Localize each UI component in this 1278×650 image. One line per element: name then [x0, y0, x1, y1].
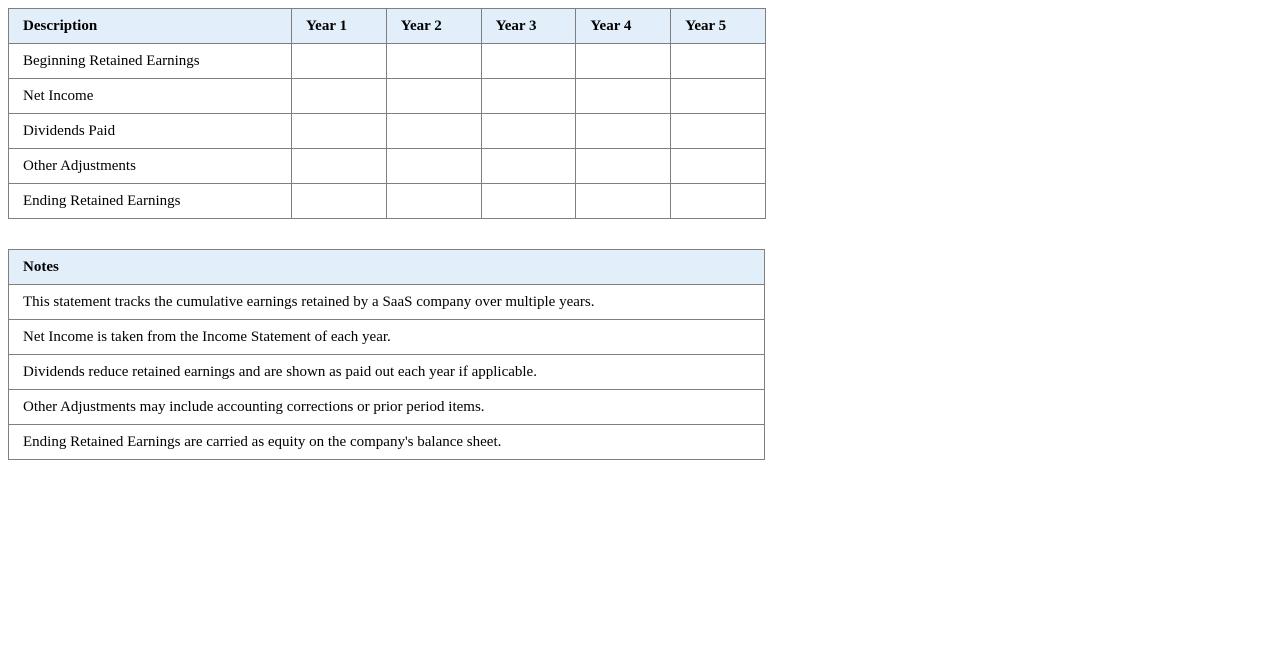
table-cell — [292, 149, 387, 184]
table-cell — [481, 149, 576, 184]
table-cell — [386, 149, 481, 184]
row-label-ending-retained-earnings: Ending Retained Earnings — [9, 184, 292, 219]
table-cell — [671, 114, 766, 149]
table-cell — [576, 114, 671, 149]
note-text: Dividends reduce retained earnings and are shown as paid out each year if applicable. — [9, 355, 765, 390]
document-body — [8, 8, 765, 460]
table-row — [9, 149, 766, 184]
row-label-other-adjustments: Other Adjustments — [9, 149, 292, 184]
table-cell — [386, 114, 481, 149]
column-header-description: Description — [9, 9, 292, 44]
table-header-row — [9, 9, 766, 44]
list-item — [9, 320, 765, 355]
table-cell — [481, 44, 576, 79]
table-cell — [481, 184, 576, 219]
table-row — [9, 79, 766, 114]
note-text: Net Income is taken from the Income Statement of each year. — [9, 320, 765, 355]
list-item — [9, 425, 765, 460]
notes-header-row — [9, 250, 765, 285]
table-cell — [386, 184, 481, 219]
table-cell — [386, 79, 481, 114]
table-cell — [386, 44, 481, 79]
list-item — [9, 390, 765, 425]
table-cell — [576, 44, 671, 79]
table-cell — [481, 114, 576, 149]
notes-header: Notes — [9, 250, 765, 285]
table-cell — [671, 44, 766, 79]
table-spacer — [8, 219, 765, 249]
row-label-beginning-retained-earnings: Beginning Retained Earnings — [9, 44, 292, 79]
column-header-year-2: Year 2 — [386, 9, 481, 44]
table-cell — [292, 44, 387, 79]
note-text: This statement tracks the cumulative earnings retained by a SaaS company over multiple years. — [9, 285, 765, 320]
table-cell — [292, 79, 387, 114]
table-cell — [671, 184, 766, 219]
note-text: Other Adjustments may include accounting corrections or prior period items. — [9, 390, 765, 425]
table-cell — [671, 149, 766, 184]
table-row — [9, 114, 766, 149]
table-cell — [292, 184, 387, 219]
list-item — [9, 355, 765, 390]
table-cell — [292, 114, 387, 149]
notes-table — [8, 249, 765, 460]
column-header-year-3: Year 3 — [481, 9, 576, 44]
column-header-year-5: Year 5 — [671, 9, 766, 44]
list-item — [9, 285, 765, 320]
column-header-year-4: Year 4 — [576, 9, 671, 44]
column-header-year-1: Year 1 — [292, 9, 387, 44]
row-label-dividends-paid: Dividends Paid — [9, 114, 292, 149]
table-cell — [671, 79, 766, 114]
retained-earnings-table — [8, 8, 766, 219]
table-cell — [481, 79, 576, 114]
note-text: Ending Retained Earnings are carried as equity on the company's balance sheet. — [9, 425, 765, 460]
table-row — [9, 44, 766, 79]
table-cell — [576, 184, 671, 219]
row-label-net-income: Net Income — [9, 79, 292, 114]
table-row — [9, 184, 766, 219]
table-cell — [576, 79, 671, 114]
table-cell — [576, 149, 671, 184]
